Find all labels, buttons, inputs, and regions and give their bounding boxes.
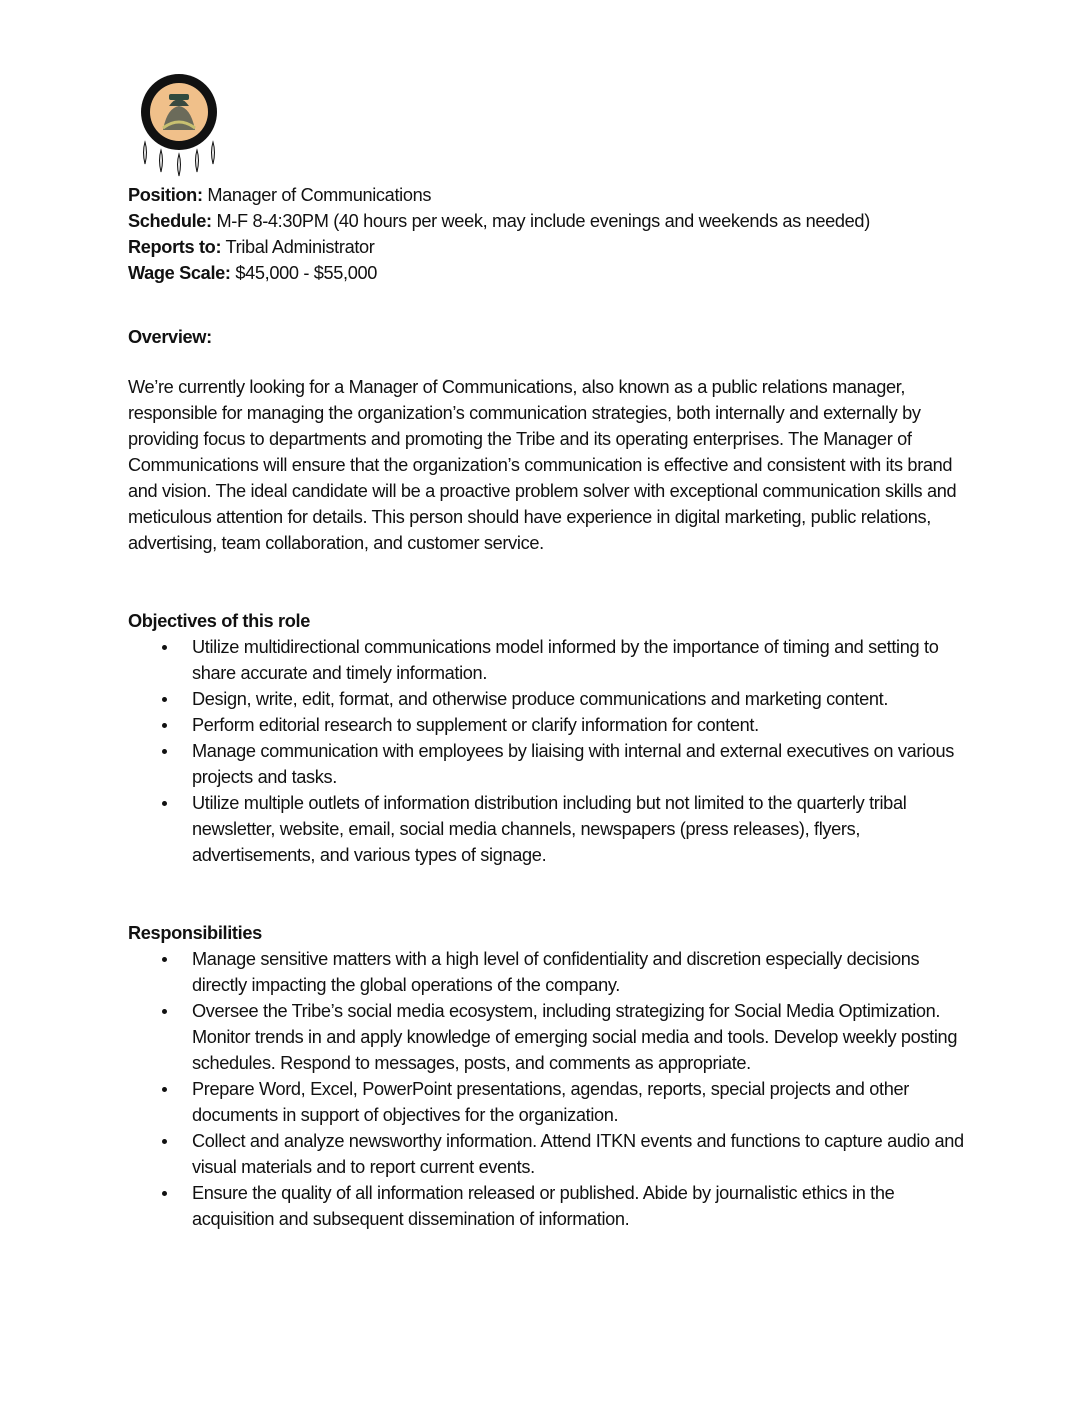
list-item: Utilize multidirectional communications model informed by the importance of timing and setting to share accurate and timely information.: [128, 634, 964, 686]
list-item: Oversee the Tribe’s social media ecosystem, including strategizing for Social Media Optimization. Monitor trends in and apply knowledge of emerging social media and tools. Develop weekly posting schedules. Respond to messages, posts, and comments as appropriate.: [128, 998, 964, 1076]
responsibilities-section: [128, 920, 968, 1232]
bullet-icon: [162, 1191, 167, 1196]
reports-to-value: Tribal Administrator: [225, 237, 375, 257]
position-label: Position:: [128, 185, 203, 205]
overview-heading: Overview:: [128, 327, 212, 347]
responsibilities-heading: Responsibilities: [128, 923, 262, 943]
list-item: Collect and analyze newsworthy information. Attend ITKN events and functions to capture audio and visual materials and to report current events.: [128, 1128, 964, 1180]
schedule-label: Schedule:: [128, 211, 212, 231]
objectives-list: [128, 634, 968, 868]
position-value: Manager of Communications: [207, 185, 432, 205]
bullet-icon: [162, 645, 167, 650]
list-item: Perform editorial research to supplement or clarify information for content.: [128, 712, 964, 738]
position-row: [128, 182, 968, 208]
objectives-heading: Objectives of this role: [128, 611, 310, 631]
objectives-section: [128, 608, 968, 868]
overview-paragraph: We’re currently looking for a Manager of Communications, also known as a public relations manager, responsible for managing the organization’s communication strategies, both internally and externally by providing focus to departments and promoting the Tribe and its operating enterprises. The Manager of Communications will ensure that the organization’s communication is effective and consistent with its brand and vision. The ideal candidate will be a proactive problem solver with exceptional communication skills and meticulous attention for details. This person should have experience in digital marketing, public relations, advertising, team collaboration, and customer service.: [128, 377, 957, 553]
list-item: Manage sensitive matters with a high level of confidentiality and discretion especially decisions directly impacting the global operations of the company.: [128, 946, 964, 998]
wage-scale-label: Wage Scale:: [128, 263, 231, 283]
list-item: Utilize multiple outlets of information distribution including but not limited to the quarterly tribal newsletter, website, email, social media channels, newspapers (press releases), flyers, advertisements, and various types of signage.: [128, 790, 964, 868]
bullet-icon: [162, 697, 167, 702]
list-item: Manage communication with employees by liaising with internal and external executives on various projects and tasks.: [128, 738, 964, 790]
wage-scale-value: $45,000 - $55,000: [235, 263, 378, 283]
bullet-icon: [162, 1009, 167, 1014]
iowa-tribe-logo: [133, 72, 225, 180]
wage-scale-row: [128, 260, 968, 286]
bullet-icon: [162, 1087, 167, 1092]
list-item: Prepare Word, Excel, PowerPoint presentations, agendas, reports, special projects and other documents in support of objectives for the organization.: [128, 1076, 964, 1128]
bullet-icon: [162, 957, 167, 962]
bullet-icon: [162, 749, 167, 754]
bullet-icon: [162, 1139, 167, 1144]
responsibilities-list: [128, 946, 968, 1232]
schedule-value: M-F 8-4:30PM (40 hours per week, may include evenings and weekends as needed): [216, 211, 870, 231]
reports-to-label: Reports to:: [128, 237, 222, 257]
bullet-icon: [162, 723, 167, 728]
list-item: Design, write, edit, format, and otherwise produce communications and marketing content.: [128, 686, 964, 712]
list-item: Ensure the quality of all information released or published. Abide by journalistic ethics in the acquisition and subsequent dissemination of information.: [128, 1180, 964, 1232]
job-meta: [128, 182, 968, 286]
schedule-row: [128, 208, 968, 234]
reports-to-row: [128, 234, 968, 260]
bullet-icon: [162, 801, 167, 806]
